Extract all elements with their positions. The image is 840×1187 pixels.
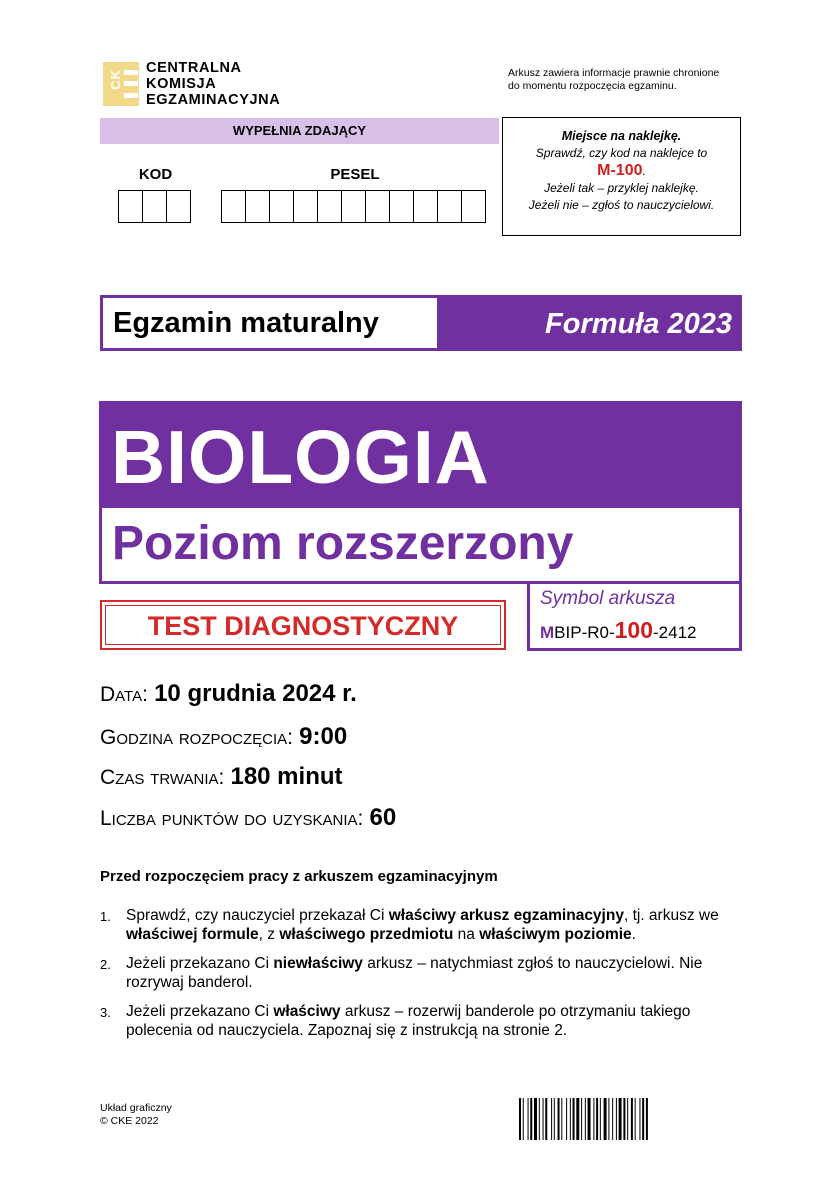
symbol-number: 100 bbox=[614, 617, 654, 643]
logo-line-2: KOMISJA bbox=[146, 76, 217, 92]
level-box bbox=[99, 508, 742, 584]
pesel-label: PESEL bbox=[330, 166, 380, 183]
symbol-label: Symbol arkusza bbox=[540, 588, 676, 609]
logo-e-glyph bbox=[124, 70, 138, 98]
instruction-bold: niewłaściwy bbox=[273, 955, 363, 972]
logo-line-3: EGZAMINACYJNA bbox=[146, 92, 281, 108]
digit-box[interactable] bbox=[365, 190, 389, 223]
instruction-text: na bbox=[453, 926, 480, 943]
barcode-bar bbox=[623, 1098, 625, 1140]
instruction-number: 2. bbox=[100, 957, 111, 972]
barcode-bar bbox=[528, 1098, 529, 1140]
sticker-no-text: Jeżeli nie – zgłoś to nauczycielowi. bbox=[528, 198, 715, 212]
exam-formula: Formuła 2023 bbox=[545, 308, 732, 340]
legal-notice bbox=[508, 67, 768, 93]
barcode-bar bbox=[523, 1098, 524, 1140]
barcode-bar bbox=[585, 1098, 586, 1140]
kod-input-boxes[interactable] bbox=[118, 190, 191, 223]
digit-box[interactable] bbox=[269, 190, 293, 223]
barcode-bar bbox=[604, 1098, 607, 1140]
points-label: Liczba punktów do uzyskania: bbox=[100, 807, 364, 830]
test-diagnostic-box bbox=[100, 600, 506, 650]
instruction-text: , z bbox=[258, 926, 280, 943]
barcode-bar bbox=[608, 1098, 609, 1140]
barcode-bar bbox=[600, 1098, 601, 1140]
pesel-input-boxes[interactable] bbox=[221, 190, 486, 223]
instruction-text: , tj. arkusz we bbox=[623, 907, 719, 924]
barcode-bar bbox=[566, 1098, 567, 1140]
digit-box[interactable] bbox=[461, 190, 486, 223]
footer-line-2: © CKE 2022 bbox=[100, 1115, 159, 1127]
barcode-bar bbox=[631, 1098, 633, 1140]
barcode-bar bbox=[627, 1098, 628, 1140]
sticker-area bbox=[502, 117, 741, 236]
digit-box[interactable] bbox=[413, 190, 437, 223]
barcode-bar bbox=[639, 1098, 640, 1140]
points-value: 60 bbox=[369, 804, 397, 831]
barcode-bar bbox=[539, 1098, 540, 1140]
digit-box[interactable] bbox=[437, 190, 461, 223]
digit-box[interactable] bbox=[118, 190, 142, 223]
barcode-bar bbox=[573, 1098, 575, 1140]
date-row bbox=[100, 680, 357, 708]
barcode-bar bbox=[612, 1098, 613, 1140]
points-row bbox=[100, 804, 396, 832]
footer-credit bbox=[100, 1102, 172, 1128]
instructions-list bbox=[100, 906, 740, 1050]
duration-value: 180 minut bbox=[230, 763, 343, 790]
start-label: Godzina rozpoczęcia: bbox=[100, 726, 294, 749]
duration-label: Czas trwania: bbox=[100, 766, 225, 789]
barcode-bar bbox=[635, 1098, 636, 1140]
duration-row bbox=[100, 763, 343, 791]
barcode-bar bbox=[545, 1098, 547, 1140]
kod-label: KOD bbox=[138, 166, 173, 183]
instruction-bold: właściwej formule bbox=[126, 926, 259, 943]
instruction-item bbox=[100, 906, 740, 944]
symbol-suffix: -2412 bbox=[653, 623, 697, 642]
barcode-bar bbox=[576, 1098, 579, 1140]
barcode-bar bbox=[581, 1098, 582, 1140]
barcode-bar bbox=[646, 1098, 648, 1140]
instruction-text: Jeżeli przekazano Ci bbox=[126, 1003, 274, 1020]
barcode-bar bbox=[642, 1098, 644, 1140]
instruction-item bbox=[100, 954, 740, 992]
instruction-text: arkusz – natychmiast zgłoś to nauczycielowi. Nie rozrywaj banderol. bbox=[126, 955, 703, 991]
digit-box[interactable] bbox=[389, 190, 413, 223]
digit-box[interactable] bbox=[293, 190, 317, 223]
sheet-symbol-box bbox=[527, 584, 742, 651]
notice-line-2: do momentu rozpoczęcia egzaminu. bbox=[508, 80, 677, 92]
barcode-bar bbox=[616, 1098, 617, 1140]
instruction-item bbox=[100, 1002, 740, 1040]
symbol-m: M bbox=[540, 623, 555, 642]
notice-line-1: Arkusz zawiera informacje prawnie chronione bbox=[508, 67, 720, 79]
candidate-fill-header: WYPEŁNIA ZDAJĄCY bbox=[100, 118, 499, 144]
barcode-bar bbox=[593, 1098, 594, 1140]
start-row bbox=[100, 723, 347, 751]
logo-mark-text: CK bbox=[107, 69, 123, 90]
barcode-bar bbox=[551, 1098, 552, 1140]
barcode bbox=[519, 1098, 739, 1140]
subject-title: BIOLOGIA bbox=[111, 415, 490, 499]
barcode-bar bbox=[558, 1098, 560, 1140]
barcode-bar bbox=[519, 1098, 521, 1140]
instruction-text: Jeżeli przekazano Ci bbox=[126, 955, 274, 972]
digit-box[interactable] bbox=[166, 190, 191, 223]
digit-box[interactable] bbox=[245, 190, 269, 223]
barcode-bar bbox=[570, 1098, 571, 1140]
sticker-yes-text: Jeżeli tak – przyklej naklejkę. bbox=[544, 181, 699, 195]
instruction-bold: właściwy arkusz egzaminacyjny bbox=[388, 907, 624, 924]
date-value: 10 grudnia 2024 r. bbox=[154, 680, 357, 707]
cke-logo-mark bbox=[103, 62, 139, 106]
subject-box bbox=[99, 401, 742, 508]
instruction-number: 1. bbox=[100, 909, 111, 924]
test-diagnostic-label: TEST DIAGNOSTYCZNY bbox=[105, 605, 501, 645]
sticker-check-text: Sprawdź, czy kod na naklejce to bbox=[535, 146, 708, 160]
digit-box[interactable] bbox=[317, 190, 341, 223]
digit-box[interactable] bbox=[142, 190, 166, 223]
footer-line-1: Układ graficzny bbox=[100, 1102, 172, 1114]
sticker-title: Miejsce na naklejkę. bbox=[561, 129, 682, 143]
barcode-bar bbox=[530, 1098, 532, 1140]
instruction-number: 3. bbox=[100, 1005, 111, 1020]
barcode-bar bbox=[543, 1098, 544, 1140]
logo-line-1: CENTRALNA bbox=[146, 60, 242, 76]
sticker-code-suffix: . bbox=[642, 164, 646, 178]
barcode-bar bbox=[596, 1098, 598, 1140]
instruction-bold: właściwy bbox=[273, 1003, 341, 1020]
exam-bar bbox=[100, 295, 742, 351]
barcode-bar bbox=[534, 1098, 537, 1140]
instruction-bold: właściwym poziomie bbox=[479, 926, 632, 943]
level-title: Poziom rozszerzony bbox=[112, 517, 574, 570]
barcode-bar bbox=[588, 1098, 591, 1140]
date-label: Data: bbox=[100, 683, 148, 706]
digit-box[interactable] bbox=[341, 190, 365, 223]
instruction-text: . bbox=[631, 926, 636, 943]
instructions-heading: Przed rozpoczęciem pracy z arkuszem egzaminacyjnym bbox=[100, 868, 498, 885]
instruction-text: arkusz – rozerwij banderole po otrzymaniu takiego polecenia od nauczyciela. Zapoznaj się z instrukcją na stronie 2. bbox=[126, 1003, 691, 1039]
symbol-prefix: BIP-R0- bbox=[554, 623, 615, 642]
instruction-bold: właściwego przedmiotu bbox=[279, 926, 454, 943]
digit-box[interactable] bbox=[221, 190, 245, 223]
sticker-code: M-100 bbox=[597, 162, 643, 179]
barcode-bar bbox=[561, 1098, 562, 1140]
start-value: 9:00 bbox=[299, 723, 348, 750]
barcode-bar bbox=[554, 1098, 555, 1140]
barcode-bar bbox=[619, 1098, 622, 1140]
instruction-text: Sprawdź, czy nauczyciel przekazał Ci bbox=[126, 907, 389, 924]
symbol-value bbox=[540, 617, 697, 644]
exam-name: Egzamin maturalny bbox=[103, 298, 437, 348]
cke-logo-text bbox=[146, 60, 280, 108]
